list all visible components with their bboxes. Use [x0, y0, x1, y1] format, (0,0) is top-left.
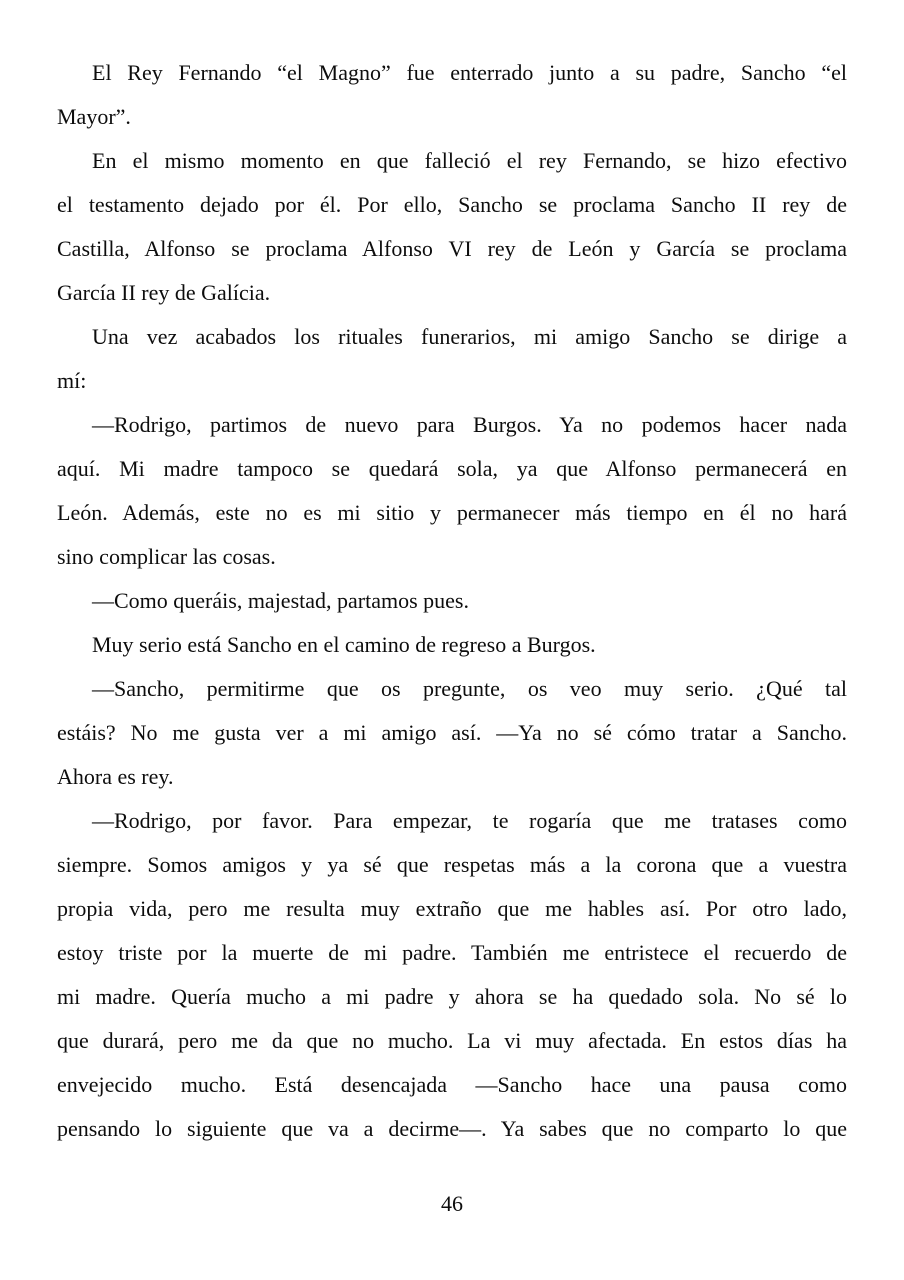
text-line: —Rodrigo, partimos de nuevo para Burgos. Ya no podemos hacer nada — [92, 412, 847, 437]
text-line: siempre. Somos amigos y ya sé que respetas más a la corona que a vuestra — [57, 852, 847, 877]
text-line: estoy triste por la muerte de mi padre. También me entristece el recuerdo de — [57, 940, 847, 965]
text-line: Ahora es rey. — [57, 764, 174, 789]
text-line: estáis? No me gusta ver a mi amigo así. —Ya no sé cómo tratar a Sancho. — [57, 720, 847, 745]
paragraph — [57, 579, 847, 623]
text-line: mí: — [57, 368, 87, 393]
text-line: El Rey Fernando “el Magno” fue enterrado junto a su padre, Sancho “el — [92, 60, 847, 85]
text-line: —Como queráis, majestad, partamos pues. — [92, 588, 469, 613]
text-line: —Rodrigo, por favor. Para empezar, te rogaría que me tratases como — [92, 808, 847, 833]
paragraph — [57, 403, 847, 579]
text-line: pensando lo siguiente que va a decirme—. Ya sabes que no comparto lo que — [57, 1116, 847, 1141]
text-line: sino complicar las cosas. — [57, 544, 276, 569]
paragraph — [57, 623, 847, 667]
paragraph — [57, 139, 847, 315]
text-line: Castilla, Alfonso se proclama Alfonso VI rey de León y García se proclama — [57, 236, 847, 261]
paragraph — [57, 51, 847, 139]
paragraph — [57, 799, 847, 1151]
text-line: Mayor”. — [57, 104, 131, 129]
text-line: el testamento dejado por él. Por ello, Sancho se proclama Sancho II rey de — [57, 192, 847, 217]
text-line: León. Además, este no es mi sitio y permanecer más tiempo en él no hará — [57, 500, 847, 525]
text-line: envejecido mucho. Está desencajada —Sancho hace una pausa como — [57, 1072, 847, 1097]
text-line: mi madre. Quería mucho a mi padre y ahora se ha quedado sola. No sé lo — [57, 984, 847, 1009]
text-line: propia vida, pero me resulta muy extraño que me hables así. Por otro lado, — [57, 896, 847, 921]
text-line: García II rey de Galícia. — [57, 280, 271, 305]
paragraph — [57, 315, 847, 403]
page-number: 46 — [441, 1191, 463, 1216]
text-line: que durará, pero me da que no mucho. La vi muy afectada. En estos días ha — [57, 1028, 847, 1053]
text-line: —Sancho, permitirme que os pregunte, os veo muy serio. ¿Qué tal — [92, 676, 847, 701]
page-text-block — [57, 51, 847, 1151]
paragraph — [57, 667, 847, 799]
text-line: aquí. Mi madre tampoco se quedará sola, ya que Alfonso permanecerá en — [57, 456, 847, 481]
text-line: En el mismo momento en que falleció el rey Fernando, se hizo efectivo — [92, 148, 847, 173]
text-line: Muy serio está Sancho en el camino de regreso a Burgos. — [92, 632, 596, 657]
text-line: Una vez acabados los rituales funerarios, mi amigo Sancho se dirige a — [92, 324, 847, 349]
